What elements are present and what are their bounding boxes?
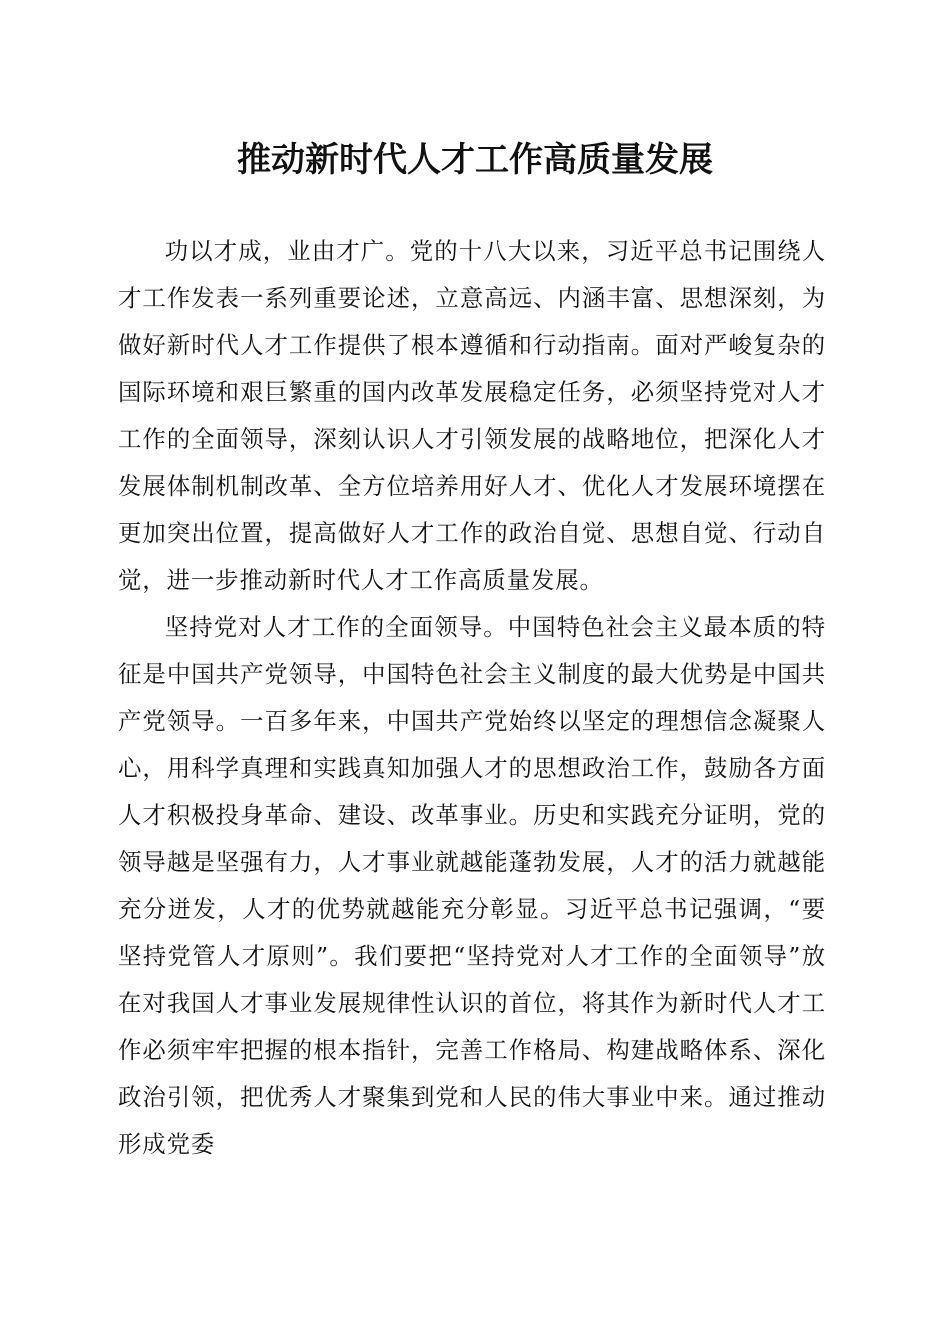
paragraph-party-leadership: 坚持党对人才工作的全面领导。中国特色社会主义最本质的特征是中国共产党领导，中国特色社会主义制度的最大优势是中国共产党领导。一百多年来，中国共产党始终以坚定的理想信念凝聚人心，用科学真理和实践真知加强人才的思想政治工作，鼓励各方面人才积极投身革命、建设、改革事业。历史和实践充分证明，党的领导越是坚强有力，人才事业就越能蓬勃发展，人才的活力就越能充分迸发，人才的优势就越能充分彰显。习近平总书记强调，“要坚持党管人才原则”。我们要把“坚持党对人才工作的全面领导”放在对我国人才事业发展规律性认识的首位，将其作为新时代人才工作必须牢牢把握的根本指针，完善工作格局、构建战略体系、深化政治引领，把优秀人才聚集到党和人民的伟大事业中来。通过推动形成党委 (118, 613, 826, 1158)
document-body (118, 228, 826, 1168)
paragraph-intro: 功以才成，业由才广。党的十八大以来，习近平总书记围绕人才工作发表一系列重要论述，立意高远、内涵丰富、思想深刻，为做好新时代人才工作提供了根本遵循和行动指南。面对严峻复杂的国际环境和艰巨繁重的国内改革发展稳定任务，必须坚持党对人才工作的全面领导，深刻认识人才引领发展的战略地位，把深化人才发展体制机制改革、全方位培养用好人才、优化人才发展环境摆在更加突出位置，提高做好人才工作的政治自觉、思想自觉、行动自觉，进一步推动新时代人才工作高质量发展。 (118, 237, 826, 594)
document-title: 推动新时代人才工作高质量发展 (237, 140, 713, 180)
